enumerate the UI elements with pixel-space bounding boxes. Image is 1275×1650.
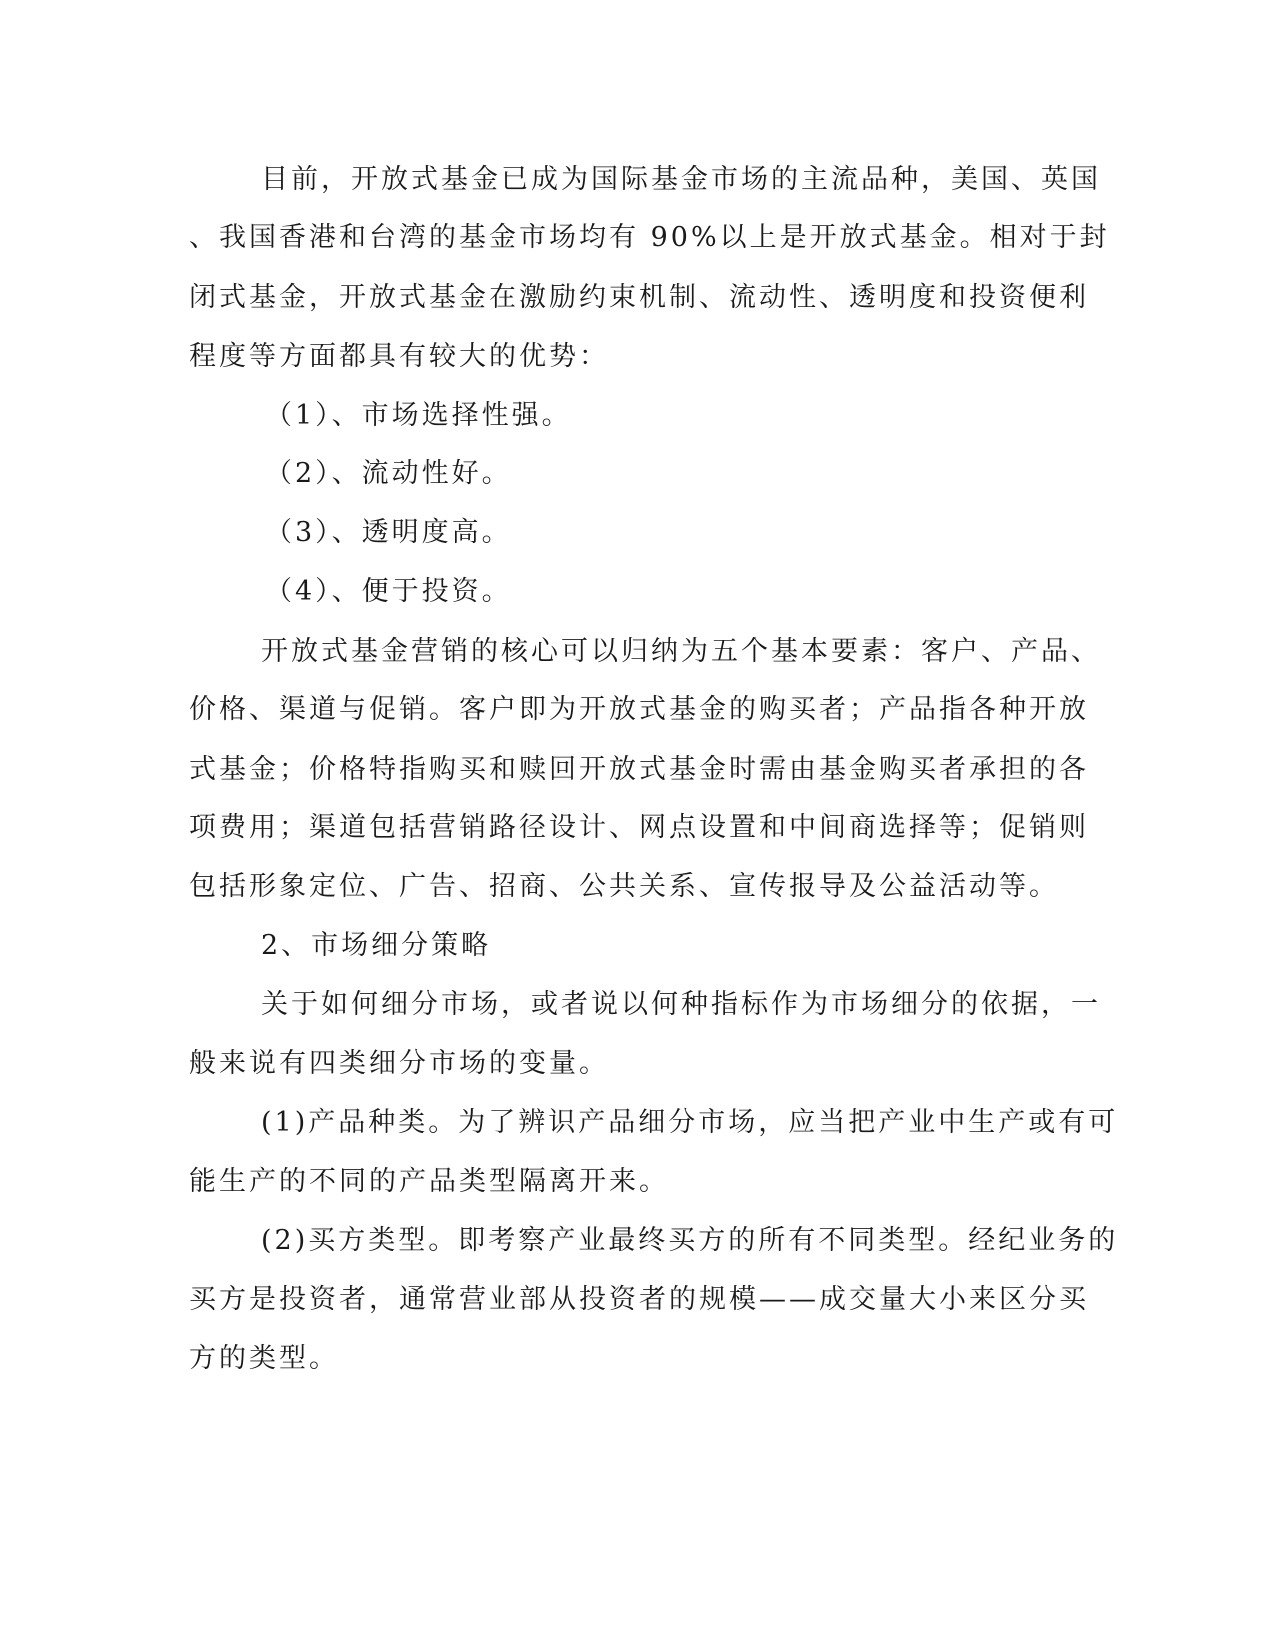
paragraph-line: (2)买方类型。即考察产业最终买方的所有不同类型。经纪业务的 <box>261 1225 1119 1256</box>
paragraph-line: 闭式基金，开放式基金在激励约束机制、流动性、透明度和投资便利 <box>189 282 1089 313</box>
paragraph-line: 包括形象定位、广告、招商、公共关系、宣传报导及公益活动等。 <box>189 871 1059 902</box>
list-item: （2）、流动性好。 <box>265 458 512 489</box>
paragraph-line: 开放式基金营销的核心可以归纳为五个基本要素：客户、产品、 <box>261 636 1101 667</box>
paragraph-line: 式基金；价格特指购买和赎回开放式基金时需由基金购买者承担的各 <box>189 754 1089 785</box>
paragraph-line: 程度等方面都具有较大的优势： <box>189 341 609 372</box>
section-heading: 2、市场细分策略 <box>261 930 492 961</box>
paragraph-line: 买方是投资者，通常营业部从投资者的规模——成交量大小来区分买 <box>189 1284 1089 1315</box>
paragraph-line: 价格、渠道与促销。客户即为开放式基金的购买者；产品指各种开放 <box>189 694 1089 725</box>
paragraph-line: 方的类型。 <box>189 1343 339 1374</box>
list-item: （4）、便于投资。 <box>265 576 512 607</box>
paragraph-line: 关于如何细分市场，或者说以何种指标作为市场细分的依据，一 <box>261 989 1101 1020</box>
list-item: （3）、透明度高。 <box>265 517 512 548</box>
paragraph-line: (1)产品种类。为了辨识产品细分市场，应当把产业中生产或有可 <box>261 1107 1119 1138</box>
paragraph-line: 项费用；渠道包括营销路径设计、网点设置和中间商选择等；促销则 <box>189 812 1089 843</box>
paragraph-line: 目前，开放式基金已成为国际基金市场的主流品种，美国、英国 <box>261 164 1101 195</box>
paragraph-line: 、我国香港和台湾的基金市场均有 90%以上是开放式基金。相对于封 <box>189 222 1110 253</box>
list-item: （1）、市场选择性强。 <box>265 400 572 431</box>
paragraph-line: 能生产的不同的产品类型隔离开来。 <box>189 1166 669 1197</box>
paragraph-line: 般来说有四类细分市场的变量。 <box>189 1048 609 1079</box>
